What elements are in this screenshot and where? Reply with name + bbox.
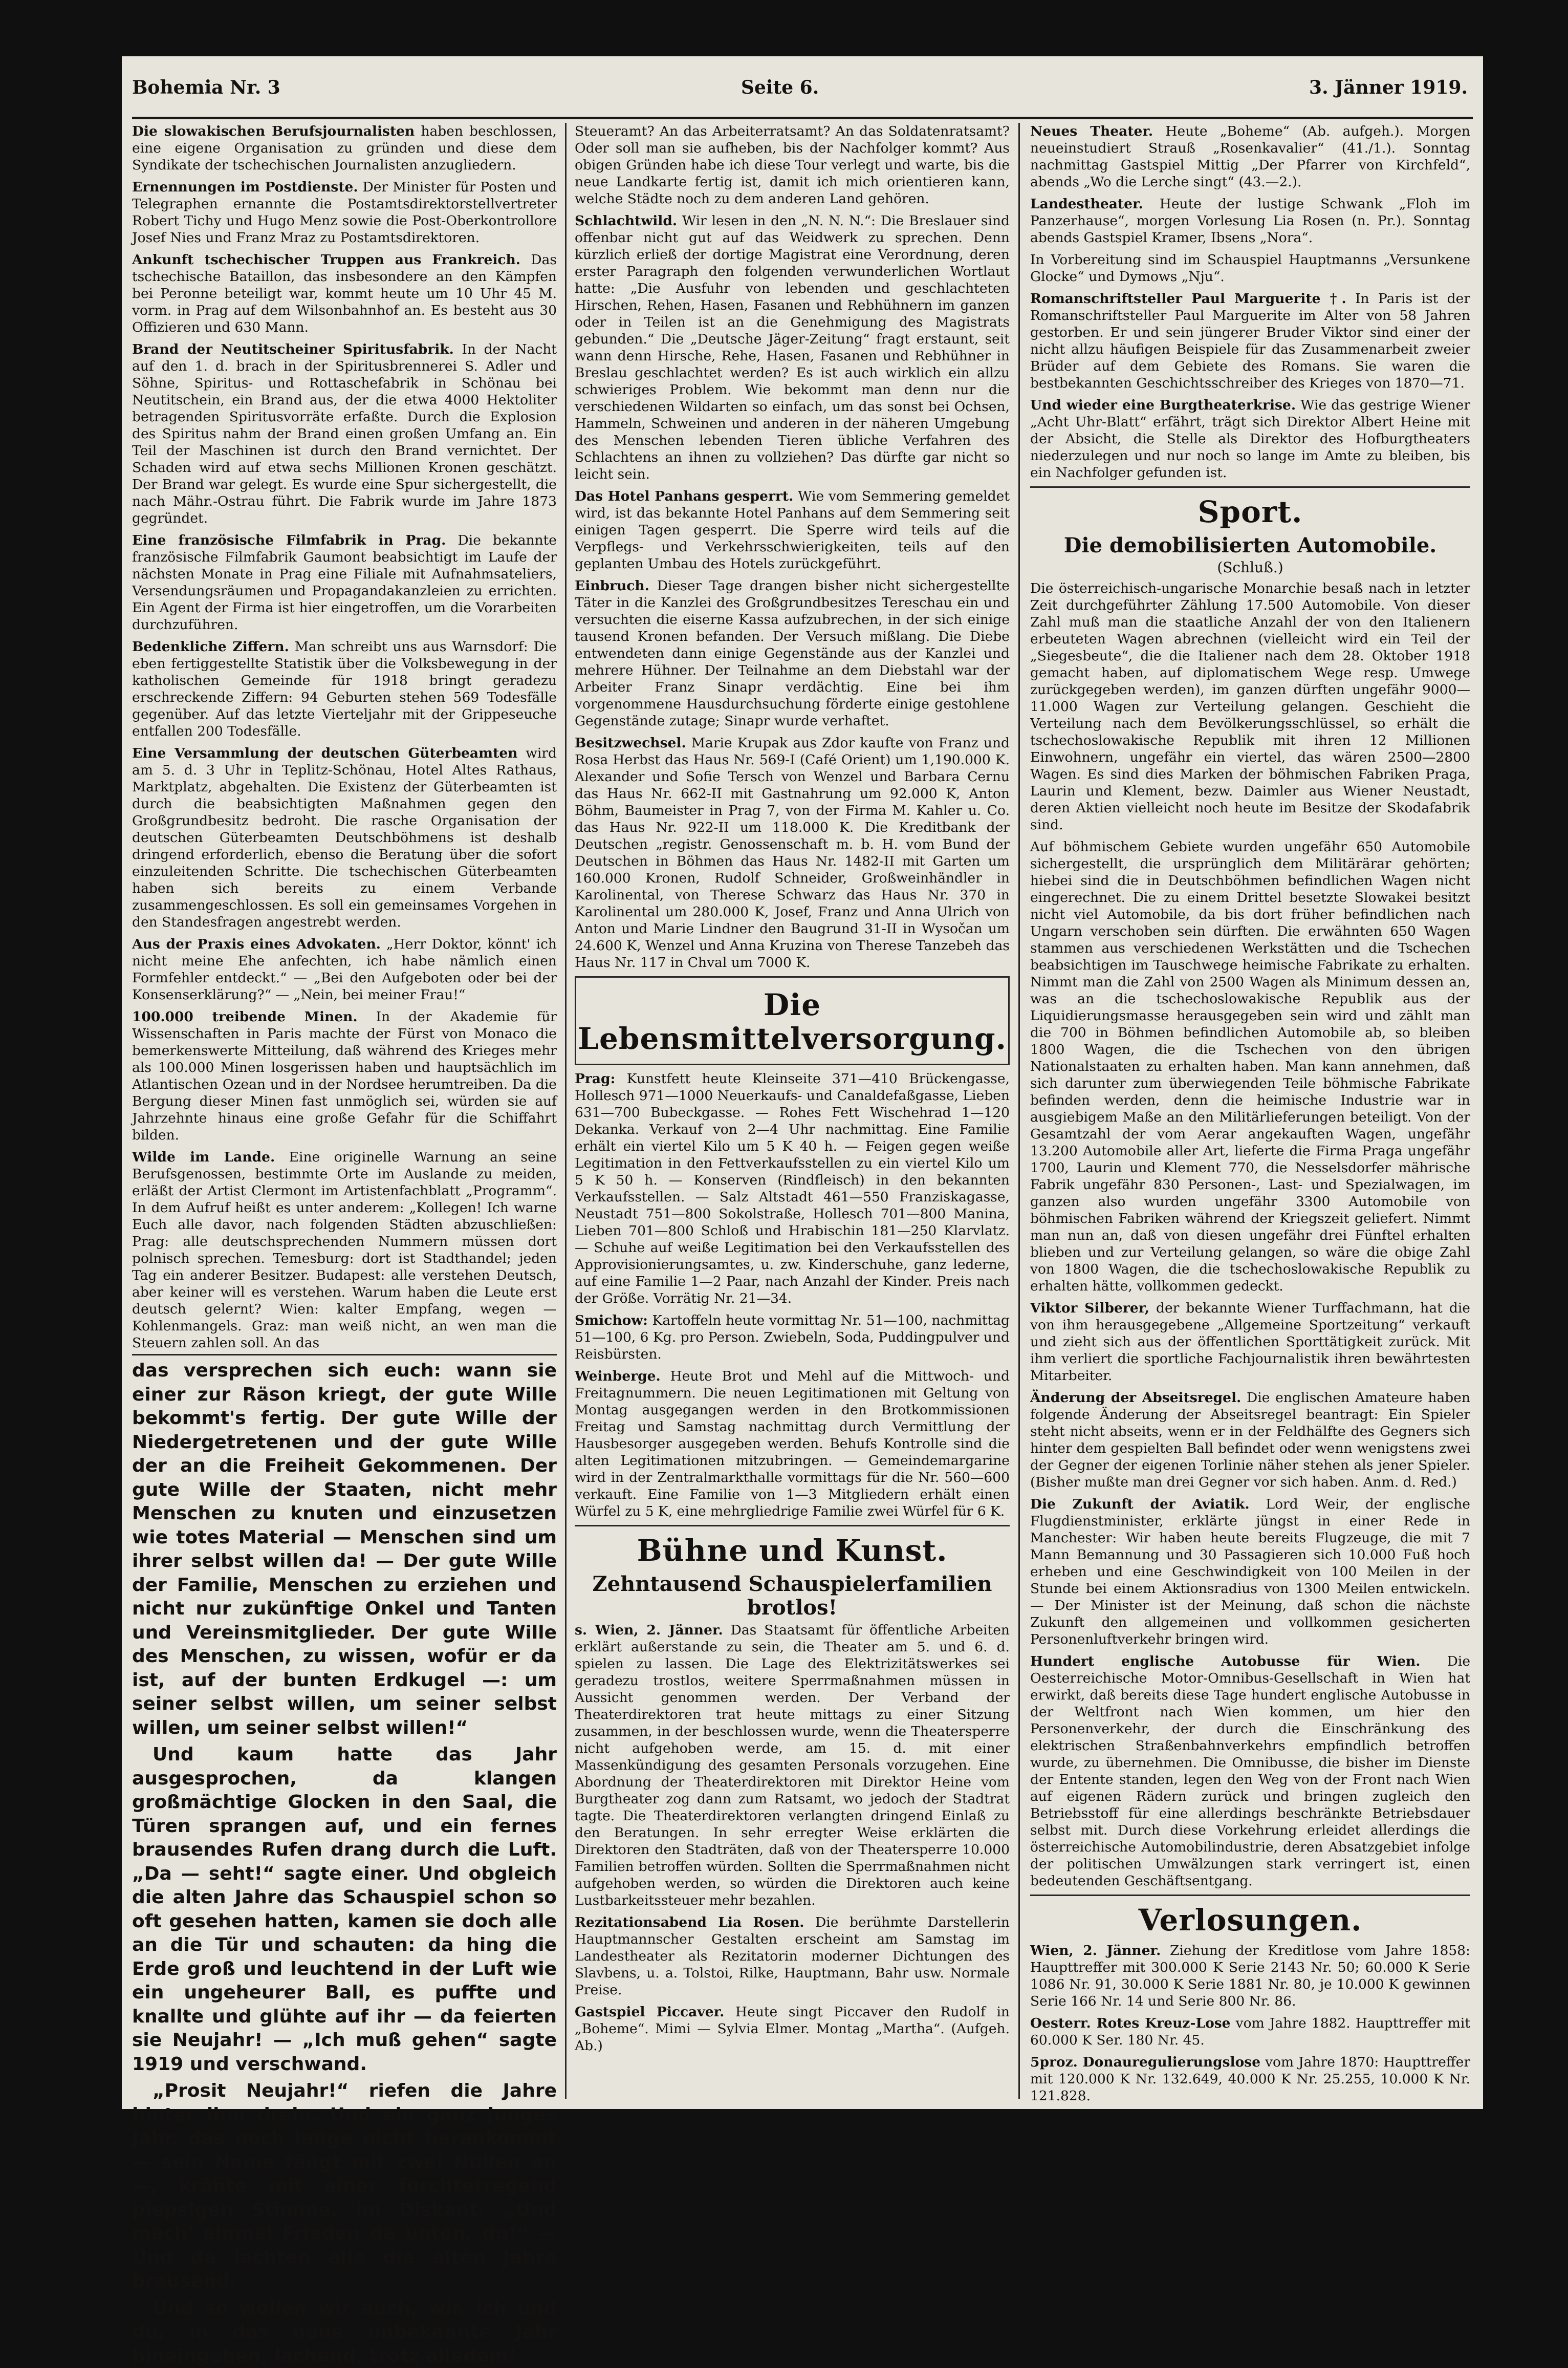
news-item-text: Steueramt? An das Arbeiterratsamt? An das Soldatenratsamt? Oder soll man sie aufheben, bis der Nachfolger kommt? Aus obigen Gründen habe ich diese Tour verlegt und warte, bis die neue Landkarte fertig ist, damit ich mich orientieren kann, welche Städte noch zu dem anderen Land gehören. — [575, 123, 1010, 207]
news-item-text: Marie Krupak aus Zdor kaufte von Franz und Rosa Herbst das Haus Nr. 569-I (Café Orient) um 1,190.000 K. Alexander und Sofie Tersch von Wenzel und Barbara Cernu das Haus Nr. 662-II mit Gastnahrung um 92.000 K, Anton Böhm, Baumeister in Prag 7, von der Firma M. Kahler u. Co. das Haus Nr. 922-II um 118.000 K. Die Kreditbank der Deutschen „registr. Genossenschaft m. b. H. vom Bund der Deutschen in Böhmen das Haus Nr. 1482-II mit Garten um 160.000 Kronen, Rudolf Schneider, Großweinhändler in Karolinental, von Therese Schwarz das Haus Nr. 370 in Karolinental um 280.000 K, Josef, Franz und Anna Ulrich von Anton und Marie Lindner den Baugrund 31-II in Wysočan um 24.600 K, Wenzel und Anna Kruzina von Therese Tanzebeh das Haus Nr. 117 in Chval um 7000 K. — [575, 735, 1010, 971]
issue-date: 3. Jänner 1919. — [1309, 77, 1468, 98]
news-item-text: Wie vom Semmering gemeldet wird, ist das bekannte Hotel Panhans auf dem Semmering seit einigen Tagen gesperrt. Die Sperre wird teils auf die Verpflegs- und Verkehrsschwierigkeiten, teils auf den geplanten Umbau des Hotels zurückgeführt. — [575, 488, 1010, 572]
news-item-lead: 100.000 treibende Minen. — [132, 1009, 358, 1025]
news-item-lead: 5proz. Donauregulierungslose — [1030, 2054, 1260, 2070]
news-item — [1030, 123, 1470, 190]
news-item-lead: Die Zukunft der Aviatik. — [1030, 1496, 1250, 1512]
news-item-text: Die Oesterreichische Motor-Omnibus-Gesellschaft in Wien hat erwirkt, daß bereits diese Tage hundert englische Autobusse in der Weltfront nach Wien kommen, um hier den Personenverkehr, der durch die Einschränkung des elektrischen Straßenbahnverkehrs empfindlich betroffen wurde, zu übernehmen. Die Omnibusse, die bisher im Dienste der Entente standen, legen den Weg von der Front nach Wien auf eigenen Rädern zurück und bringen zugleich den Betriebsstoff für eine allerdings beschränkte Betriebsdauer selbst mit. Durch diese Vorkehrung erleidet allerdings die österreichische Automobilindustrie, deren Absatzgebiet infolge der politischen Umwälzungen stark verringert ist, einen bedeutenden Geschäftsentgang. — [1030, 1653, 1470, 1889]
theater-section-title: Bühne und Kunst. — [575, 1534, 1010, 1567]
news-item — [132, 341, 557, 527]
news-item-lead: Brand der Neutitscheiner Spiritusfabrik. — [132, 341, 454, 357]
news-item — [1030, 2015, 1470, 2049]
news-item-lead: Weinberge. — [575, 1368, 661, 1384]
news-item — [1030, 2054, 1470, 2104]
news-item — [575, 1070, 1010, 1307]
column-feuilleton — [132, 1359, 557, 2109]
column-rule-1 — [565, 123, 567, 2099]
news-item-text: In der Nacht auf den 1. d. brach in der Spiritusbrennerei S. Adler und Söhne, Spiritus- und Rottaschefabrik in Schönau bei Neutitschein, ein Brand aus, der die etwa 4000 Hektoliter betragenden Spiritusvorräte erfaßte. Durch die Explosion des Spiritus nahm der Brand einen großen Umfang an. Ein Teil der Maschinen ist durch den Brand vernichtet. Der Schaden wird auf etwa sechs Millionen Kronen geschätzt. Der Brand war gelegt. Es wurde eine Spur sichergestellt, die nach Mähr.-Ostrau führt. Die Fabrik wurde im Jahre 1873 gegründet. — [132, 341, 557, 526]
news-item — [1030, 196, 1470, 246]
news-item — [132, 179, 557, 246]
news-item-text: haben beschlossen, eine eigene Organisation zu gründen und diese dem Syndikate der tschechischen Journalisten anzugliedern. — [132, 123, 557, 173]
column-right — [1030, 123, 1470, 2109]
news-item-lead: Einbruch. — [575, 578, 649, 594]
news-item — [575, 1914, 1010, 1998]
news-item-lead: Smichow: — [575, 1312, 648, 1328]
news-item — [132, 745, 557, 931]
news-item-text: Kunstfett heute Kleinseite 371—410 Brückengasse, Hollesch 971—1000 Neuerkaufs- und Canaldefaßgasse, Lieben 631—700 Bubeckgasse. — Rohes Fett Wischehrad 1—120 Dekanka. Verkauf von 2—4 Uhr nachmittag. Eine Familie erhält ein viertel Kilo um 5 K 40 h. — Feigen gegen weiße Legitimation in den Fettverkaufsstellen zu ein viertel Kilo um 5 K 50 h. — Konserven (Rindfleisch) in den bekannten Verkaufsstellen. — Salz Altstadt 461—550 Franziskagasse, Neustadt 751—800 Sokolstraße, Hollesch 701—800 Manina, Lieben 701—800 Schloß und Hrabischin 181—250 Klarvlatz. — Schuhe auf weiße Legitimation bei den Verkaufsstellen des Approvisionierungsamtes, u. zw. Kinderschuhe, ganz lederne, auf eine Familie 1—2 Paar, nach Anzahl der Kinder. Preis nach der Größe. Vorrätig Nr. 21—34. — [575, 1071, 1010, 1306]
news-item-lead: Änderung der Abseitsregel. — [1030, 1390, 1241, 1406]
news-item-lead: Und wieder eine Burgtheaterkrise. — [1030, 397, 1296, 413]
news-item — [1030, 1389, 1470, 1491]
news-item-text: Wir lesen in den „N. N. N.“: Die Breslauer sind offenbar nicht gut auf das Weidwerk zu sprechen. Denn kürzlich erließ der dortige Magistrat eine Verordnung, deren erster Paragraph den folgenden verwunderlichen Wortlaut hatte: „Die Ausfuhr von lebenden und geschlachteten Hirschen, Rehen, Hasen, Fasanen und Rebhühnern im ganzen oder in Teilen ist an die Genehmigung des Magistrats gebunden.“ Die „Deutsche Jäger-Zeitung“ fragt erstaunt, seit wann denn Hirsche, Rehe, Hasen, Fasanen und Rebhühner in Breslau geschlachtet werden? Es ist auch wirklich ein allzu schwieriges Problem. Wie bekommt man denn nur die verschiedenen Wildarten so einfach, um das sonst bei Ochsen, Hammeln, Schweinen und anderen in der näheren Umgebung des Menschen lebenden Tieren übliche Verfahren des Schlachtens an ihnen zu vollziehen? Das dürfte gar nicht so leicht sein. — [575, 213, 1010, 482]
news-item-text: Das tschechische Bataillon, das insbesondere an den Kämpfen bei Peronne beteiligt war, kommt heute um 10 Uhr 45 M. vorm. in Prag auf dem Wilsonbahnhof an. Es besteht aus 30 Offizieren und 630 Mann. — [132, 252, 557, 335]
paper-name: Bohemia Nr. 3 — [132, 77, 280, 98]
news-item — [132, 936, 557, 1003]
news-item — [1030, 290, 1470, 392]
news-item-text: Dieser Tage drangen bisher nicht sichergestellte Täter in die Kanzlei des Großgrundbesitzes Tereschau ein und versuchten die eiserne Kassa aufzubrechen, in der sich einige tausend Kronen befanden. Der Versuch mißlang. Die Diebe entwendeten dann einige Gegenstände aus der Kanzlei und mehrere Hühner. Der Teilnahme an dem Diebstahl war der Arbeiter Franz Sinapr verdächtig. Eine bei ihm vorgenommene Hausdurchsuchung förderte einige gestohlene Gegenstände zutage; Sinapr wurde verhaftet. — [575, 578, 1010, 729]
masthead-rule — [132, 117, 1473, 119]
news-item-text: Die bekannte französische Filmfabrik Gaumont beabsichtigt im Laufe der nächsten Monate in Prag eine Filiale mit Aufnahmsateliers, Versendungsräumen und Propagandakanzleien zu errichten. Ein Agent der Firma ist hier eingetroffen, um die Vorarbeiten durchzuführen. — [132, 532, 557, 633]
news-item-text: wird am 5. d. 3 Uhr in Teplitz-Schönau, Hotel Altes Rathaus, Marktplatz, abgehalten. Die Existenz der Güterbeamten ist durch die beabsichtigten Maßnahmen gegen den Großgrundbesitz bedroht. Die rasche Organisation der deutschen Güterbeamten Deutschböhmens ist deshalb dringend erforderlich, ebenso die Beratung über die sofort einzuleitenden Schritte. Die tschechischen Güterbeamten haben sich bereits zu einem Verbande zusammengeschlossen. Es soll ein gemeinsames Vorgehen in den Standesfragen angestrebt werden. — [132, 745, 557, 930]
news-item-lead: Neues Theater. — [1030, 123, 1153, 139]
column-middle — [575, 123, 1010, 2109]
news-item-lead: Rezitationsabend Lia Rosen. — [575, 1914, 804, 1930]
section-separator — [575, 1525, 1010, 1526]
right-news-items — [1030, 123, 1470, 481]
news-item — [575, 1622, 1010, 1909]
news-item-lead: Wien, 2. Jänner. — [1030, 1943, 1161, 1958]
feuilleton-rule — [132, 1354, 557, 1355]
news-item — [1030, 1300, 1470, 1384]
news-item — [1030, 1496, 1470, 1648]
news-item — [1030, 1942, 1470, 2010]
news-item — [132, 532, 557, 633]
news-item — [1030, 1653, 1470, 1889]
news-item — [1030, 397, 1470, 481]
page-number: Seite 6. — [741, 77, 819, 98]
food-items — [575, 1070, 1010, 1520]
news-item — [575, 488, 1010, 572]
news-item-lead: Gastspiel Piccaver. — [575, 2004, 724, 2020]
news-item-lead: Aus der Praxis eines Advokaten. — [132, 936, 381, 952]
news-item-lead: Bedenkliche Ziffern. — [132, 639, 289, 655]
food-section-box — [575, 976, 1010, 1065]
news-item — [575, 123, 1010, 207]
news-item-lead: Die slowakischen Berufsjournalisten — [132, 123, 415, 139]
news-item-lead: Romanschriftsteller Paul Marguerite †. — [1030, 291, 1346, 307]
news-item-lead: Viktor Silberer, — [1030, 1300, 1149, 1316]
feuilleton-paragraph: Und so wollen wir auch, wir, ich und du, in das neue unbekannte Jahr hineingehen, lachend, trotz alledem! — [132, 2297, 557, 2368]
column-local-news — [132, 123, 557, 1351]
news-item-text: In Vorbereitung sind im Schauspiel Hauptmanns „Versunkene Glocke“ und Dymows „Nju“. — [1030, 252, 1470, 285]
theater-headline: Zehntausend Schauspielerfamilien brotlos! — [575, 1573, 1010, 1620]
news-item — [132, 638, 557, 740]
news-items — [132, 123, 557, 1351]
news-item-text: Heute der lustige Schwank „Floh im Panzerhause“, morgen Vorlesung Lia Rosen (n. Pr.). Sonntag abends Gastspiel Kramer, Ibsens „Nora“. — [1030, 196, 1470, 246]
news-item-lead: Das Hotel Panhans gesperrt. — [575, 488, 793, 504]
food-section-title: Die Lebensmittelversorgung. — [576, 988, 1008, 1056]
news-item-text: Die englischen Amateure haben folgende Änderung der Abseitsregel beantragt: Ein Spieler steht nicht abseits, wenn er in der Feldhälfte des Gegners sich hinter dem gespielten Ball befindet oder wenn wenigstens zwei der Gegner der eigenen Torlinie näher stehen als jener Spieler. (Bisher mußte man drei Gegner vor sich haben. Anm. d. Red.) — [1030, 1390, 1470, 1490]
news-item-text: Auf böhmischem Gebiete wurden ungefähr 650 Automobile sichergestellt, die ursprünglich dem Militärärar gehörten; hiebei sind die in Deutschböhmen befindlichen Wagen nicht eingerechnet. Die zu einem Drittel besetzte Slowakei besitzt nicht viel Automobile, da bis dort früher befindlichen nach Ungarn verschoben sein dürften. Die erwähnten 650 Wagen stammen aus verschiedenen Werkstätten und die Tschechen beabsichtigen im Tauschwege heimische Fabrikate zu erhalten. Nimmt man die Zahl von 2500 Wagen als Minimum dessen an, was an die tschechoslowakische Republik aus der Liquidierungsmasse herausgegeben sein wird und zählt man die 700 in Böhmen befindlichen Automobile ab, so bleiben 1800 Wagen, die die Tschechen von den übrigen Nationalstaaten zu erhalten haben. Man kann annehmen, daß sich darunter zum überwiegenden Teile böhmische Fabrikate befinden werden, denn die heimische Industrie war in ausgiebigem Maße an den Militärlieferungen beteiligt. Von der Gesamtzahl der vom Aerar angekauften Wagen, ungefähr 13.200 Automobile aller Art, lieferte die Firma Praga ungefähr 1700, Laurin und Klement 770, die Nesselsdorfer mährische Fabrik ungefähr 830 Personen-, Last- und Spezialwagen, im ganzen also wurden ungefähr 3300 Automobile von böhmischen Fabriken während der Kriegszeit geliefert. Nimmt man nun an, daß von diesen ungefähr drei Fünftel erhalten blieben und zur Verteilung gelangen, so wäre die obige Zahl von 1800 Wagen, die die tschechoslowakische Republik zu erhalten hätte, vollkommen gedeckt. — [1030, 839, 1470, 1294]
sport-headline: Die demobilisierten Automobile. — [1030, 534, 1470, 557]
news-item-text: Die österreichisch-ungarische Monarchie besaß nach in letzter Zeit durchgeführter Zählung 17.500 Automobile. Von dieser Zahl muß man die staatliche Anzahl der von den Italienern erbeuteten Wagen abrechnen (vielleicht wird ein Teil der „Siegesbeute“, die die Italiener nach dem 28. Oktober 1918 gemacht haben, auf diplomatischem Wege resp. Umwege zurückgegeben werden), im ganzen dürften ungefähr 9000—11.000 Wagen zur Verteilung gelangen. Geschieht die Verteilung nach dem Bevölkerungsschlüssel, so erhält die tschechoslowakische Republik mit ihren 12 Millionen Einwohnern, ungefähr ein viertel, das wären 2500—2800 Wagen. Es sind dies Marken der böhmischen Fabriken Praga, Laurin und Klement, bezw. Daimler aus Wiener Neustadt, deren Aktien vielleicht noch heute im Besitze der Skodafabrik sind. — [1030, 580, 1470, 833]
news-item — [132, 251, 557, 336]
column-rule-2 — [1018, 123, 1020, 2099]
newspaper-page — [122, 56, 1483, 2109]
news-item — [1030, 251, 1470, 285]
news-item-text: der bekannte Wiener Turffachmann, hat die von ihm herausgegebene „Allgemeine Sportzeitung“ verkauft und zieht sich aus der öffentlichen Sporttätigkeit zurück. Mit ihm verliert die sportliche Fachjournalistik ihren bewährtesten Mitarbeiter. — [1030, 1300, 1470, 1384]
news-item-lead: Landestheater. — [1030, 196, 1143, 212]
news-item — [575, 1368, 1010, 1520]
news-item-text: Man schreibt uns aus Warnsdorf: Die eben fertiggestellte Statistik über die Volksbewegung in der katholischen Gemeinde für 1918 bringt geradezu erschreckende Ziffern: 94 Geburten stehen 569 Todesfälle gegenüber. Auf das letzte Vierteljahr mit der Grippeseuche entfallen 200 Todesfälle. — [132, 639, 557, 739]
news-item-text: Heute singt Piccaver den Rudolf in „Boheme“. Mimi — Sylvia Elmer. Montag „Martha“. (Aufgeh. Ab.) — [575, 2004, 1010, 2054]
news-item-text: Der Minister für Posten und Telegraphen ernannte die Postamtsdirektorstellvertreter Robert Tichy und Hugo Menz sowie die Post-Oberkontrollore Josef Nies und Franz Mraz zu Postamtsdirektoren. — [132, 179, 557, 246]
news-item-text: Kartoffeln heute vormittag Nr. 51—100, nachmittag 51—100, 6 Kg. pro Person. Zwiebeln, Soda, Puddingpulver und Reisbürsten. — [575, 1312, 1010, 1362]
news-item-text: „Herr Doktor, könnt' ich nicht meine Ehe anfechten, ich habe nämlich einen Formfehler entdeckt.“ — „Bei den Aufgeboten oder bei der Konsenserklärung?“ — „Nein, bei meiner Frau!“ — [132, 936, 557, 1003]
sport-section-title: Sport. — [1030, 495, 1470, 529]
news-item-lead: Ernennungen im Postdienste. — [132, 179, 358, 195]
news-item-text: vom Jahre 1882. Haupttreffer mit 60.000 K Ser. 180 Nr. 45. — [1030, 2015, 1470, 2048]
news-item-text: Wie das gestrige Wiener „Acht Uhr-Blatt“ erfährt, trägt sich Direktor Albert Heine mit der Absicht, die Stelle als Direktor des Hofburgtheaters niederzulegen und nur noch so lange im Amte zu bleiben, bis ein Nachfolger gefunden ist. — [1030, 397, 1470, 481]
news-item-text: Eine originelle Warnung an seine Berufsgenossen, bestimmte Orte im Auslande zu meiden, erläßt der Artist Clermont im Artistenfachblatt „Programm“. In dem Aufruf heißt es unter anderem: „Kollegen! Ich warne Euch alle davor, nach folgenden Städten abzuschließen: Prag: alle deutschsprechenden Nummern müssen dort polnisch sprechen. Temesburg: dort ist Stadthandel; jeden Tag ein anderer Besitzer. Budapest: alle verstehen Deutsch, aber keiner will es verstehen. Warum haben die Leute erst deutsch gelernt? Wien: kalter Empfang, wegen — Kohlenmangels. Graz: man weiß nicht, an wen man die Steuern zahlen soll. An das — [132, 1149, 557, 1351]
feuilleton-paragraph: das versprechen sich euch: wann sie einer zur Räson kriegt, der gute Wille bekommt's fertig. Der gute Wille der Niedergetretenen und der gute Wille der an die Freiheit Gekommenen. Der gute Wille der Staaten, nicht mehr Menschen zu knuten und einzusetzen wie totes Material — Menschen sind um ihrer selbst willen da! — Der gute Wille der Familie, Menschen zu erziehen und nicht nur zukünftige Onkel und Tanten und Vereinsmitglieder. Der gute Wille des Menschen, zu wissen, wofür er da ist, auf der bunten Erdkugel —: um seiner selbst willen, um seiner selbst willen, um seiner selbst willen!“ — [132, 1359, 557, 1740]
news-item-lead: Eine französische Filmfabrik in Prag. — [132, 532, 446, 548]
news-item-text: In der Akademie für Wissenschaften in Paris machte der Fürst von Monaco die bemerkenswerte Mitteilung, daß während des Krieges mehr als 100.000 Minen losgerissen haben und hauptsächlich im Atlantischen Ozean und in der Nordsee herumtreiben. Da die Bergung dieser Minen fast unmöglich sei, würden sie auf Jahrzehnte hinaus eine große Gefahr für die Schiffahrt bilden. — [132, 1009, 557, 1143]
news-item-text: Das Staatsamt für öffentliche Arbeiten erklärt außerstande zu sein, die Theater am 5. und 6. d. spielen zu lassen. Die Lage des Elektrizitätswerkes sei geradezu trostlos, weitere Sperrmaßnahmen müssen in Aussicht genommen werden. Der Verband der Theaterdirektoren trat heute mittags zu einer Sitzung zusammen, in der beschlossen wurde, wenn die Theatersperre nicht aufgehoben werde, am 15. d. mit einer Massenkündigung des gesamten Personals vorzugehen. Eine Abordnung der Theaterdirektoren mit Direktor Heine vom Burgtheater zog dann zum Ratsamt, wo jedoch der Stadtrat tagte. Die Theaterdirektoren verlangten dringend Einlaß zu den Beratungen. In sehr erregter Weise erklärten die Direktoren den Stadträten, daß von der Theatersperre 10.000 Familien betroffen würden. Sollten die Sperrmaßnahmen nicht aufgehoben werden, so würden die Direktoren auch keine Lustbarkeitssteuer mehr bezahlen. — [575, 1622, 1010, 1908]
news-item — [132, 123, 557, 174]
news-item — [575, 1312, 1010, 1363]
news-item-lead: Schlachtwild. — [575, 213, 677, 229]
news-item — [575, 735, 1010, 971]
news-item-text: vom Jahre 1870: Haupttreffer mit 120.000 K Nr. 132.649, 40.000 K Nr. 25.255, 10.000 K Nr. 121.828. — [1030, 2054, 1470, 2104]
sport-headline-note: (Schluß.) — [1030, 559, 1470, 576]
news-item-lead: Eine Versammlung der deutschen Güterbeamten — [132, 745, 517, 761]
news-item-text: Die berühmte Darstellerin Hauptmannscher Gestalten erscheint am Samstag im Landestheater als Rezitatorin moderner Dichtungen des Slavbens, u. a. Tolstoi, Rilke, Hauptmann, Bahr usw. Normale Preise. — [575, 1914, 1010, 1998]
news-item-text: In Paris ist der Romanschriftsteller Paul Marguerite im Alter von 58 Jahren gestorben. Er und sein jüngerer Bruder Viktor sind einer der nicht allzu häufigen Beispiele für das Zusammenarbeit zweier Brüder auf dem Gebiete des Romans. Sie waren die bestbekannten Geschichtsschreiber des Krieges von 1870—71. — [1030, 291, 1470, 391]
news-item — [575, 577, 1010, 729]
news-item — [575, 212, 1010, 483]
feuilleton-paragraph: Und kaum hatte das Jahr ausgesprochen, da klangen großmächtige Glocken in den Saal, die Türen sprangen auf, und ein fernes brausendes Rufen drang durch die Luft. „Da — seht!“ sagte einer. Und obgleich die alten Jahre das Schauspiel schon so oft gesehen hatten, kamen sie doch alle an die Tür und schauten: da hing die Erde groß und leuchtend in der Luft wie ein ungeheurer Ball, es puffte und knallte und glühte auf ihr — da feierten sie Neujahr! — „Ich muß gehen“ sagte 1919 und verschwand. — [132, 1743, 557, 2076]
news-item — [132, 1149, 557, 1351]
news-item — [1030, 838, 1470, 1295]
news-item — [1030, 580, 1470, 833]
theater-items — [575, 1622, 1010, 2054]
news-item-lead: Prag: — [575, 1071, 615, 1087]
news-item — [575, 2004, 1010, 2054]
news-item — [132, 1008, 557, 1144]
news-item-lead: Hundert englische Autobusse für Wien. — [1030, 1653, 1420, 1669]
news-item-text: Lord Weir, der englische Flugdienstminister, erklärte jüngst in einer Rede in Manchester: Wir haben heute bereits Flugzeuge, die mit 7 Mann Bemannung und 30 Passagieren sich 10.000 Fuß hoch erheben und eine Geschwindigkeit von 100 Meilen in der Stunde bei einem Aktionsradius von 1300 Meilen entwickeln. — Der Minister ist der Meinung, daß schon die nächste Zukunft den allgemeinen und vollkommen gesicherten Personenluftverkehr bringen wird. — [1030, 1496, 1470, 1647]
news-item-lead: s. Wien, 2. Jänner. — [575, 1622, 723, 1638]
section-separator — [1030, 486, 1470, 488]
news-item-lead: Wilde im Lande. — [132, 1149, 275, 1165]
news-item-lead: Besitzwechsel. — [575, 735, 686, 751]
section-separator — [1030, 1895, 1470, 1896]
news-item-text: Heute Brot und Mehl auf die Mittwoch- und Freitagnummern. Die neuen Legitimationen mit Geltung von Montag ausgegangen werden in den Brotkommissionen Freitag und Samstag nachmittag durch Vermittlung der Hausbesorger ausgegeben werden. Behufs Kontrolle sind die alten Legitimationen mitzubringen. — Gemeindemargarine wird in der Zentralmarkthalle vormittags für die Nr. 560—600 verkauft. Eine Familie von 1—3 Mitgliedern erhält einen Würfel zu 5 K, eine mehrgliedrige Familie zwei Würfel für 6 K. — [575, 1368, 1010, 1519]
news-item-lead: Ankunft tschechischer Truppen aus Frankreich. — [132, 252, 520, 268]
feuilleton-paragraph: „Prosit Neujahr!“ riefen die Jahre hinter ihm drein. Und ein ganz junges Jahr, das noch lange nicht herankommt — sein Name fängt mit zwei Nullen an —, krähte mit einer furchterregend piepsigen Stimme, im Diskant: „Und mach' einmal Frieden da unten, du!“ — Und da lachten alle die alten Jahre brausend. — [132, 2079, 557, 2294]
masthead — [132, 77, 1483, 113]
news-item-lead: Oesterr. Rotes Kreuz-Lose — [1030, 2015, 1231, 2031]
lottery-items — [1030, 1942, 1470, 2104]
sport-items — [1030, 580, 1470, 1889]
news-item-text: Heute „Boheme“ (Ab. aufgeh.). Morgen neueinstudiert Strauß „Rosenkavalier“ (41./1.). Sonntag nachmittag Gastspiel Mittig „Der Pfarrer von Kirchfeld“, abends „Wo die Lerche singt“ (43.—2.). — [1030, 123, 1470, 190]
lottery-section-title: Verlosungen. — [1030, 1903, 1470, 1937]
news-item-text: Ziehung der Kreditlose vom Jahre 1858: Haupttreffer mit 300.000 K Serie 2143 Nr. 50; 60.000 K Serie 1086 Nr. 91, 30.000 K Serie 1881 Nr. 80, je 10.000 K gewinnen Serie 166 Nr. 14 und Serie 800 Nr. 86. — [1030, 1943, 1470, 2009]
middle-news-items — [575, 123, 1010, 971]
